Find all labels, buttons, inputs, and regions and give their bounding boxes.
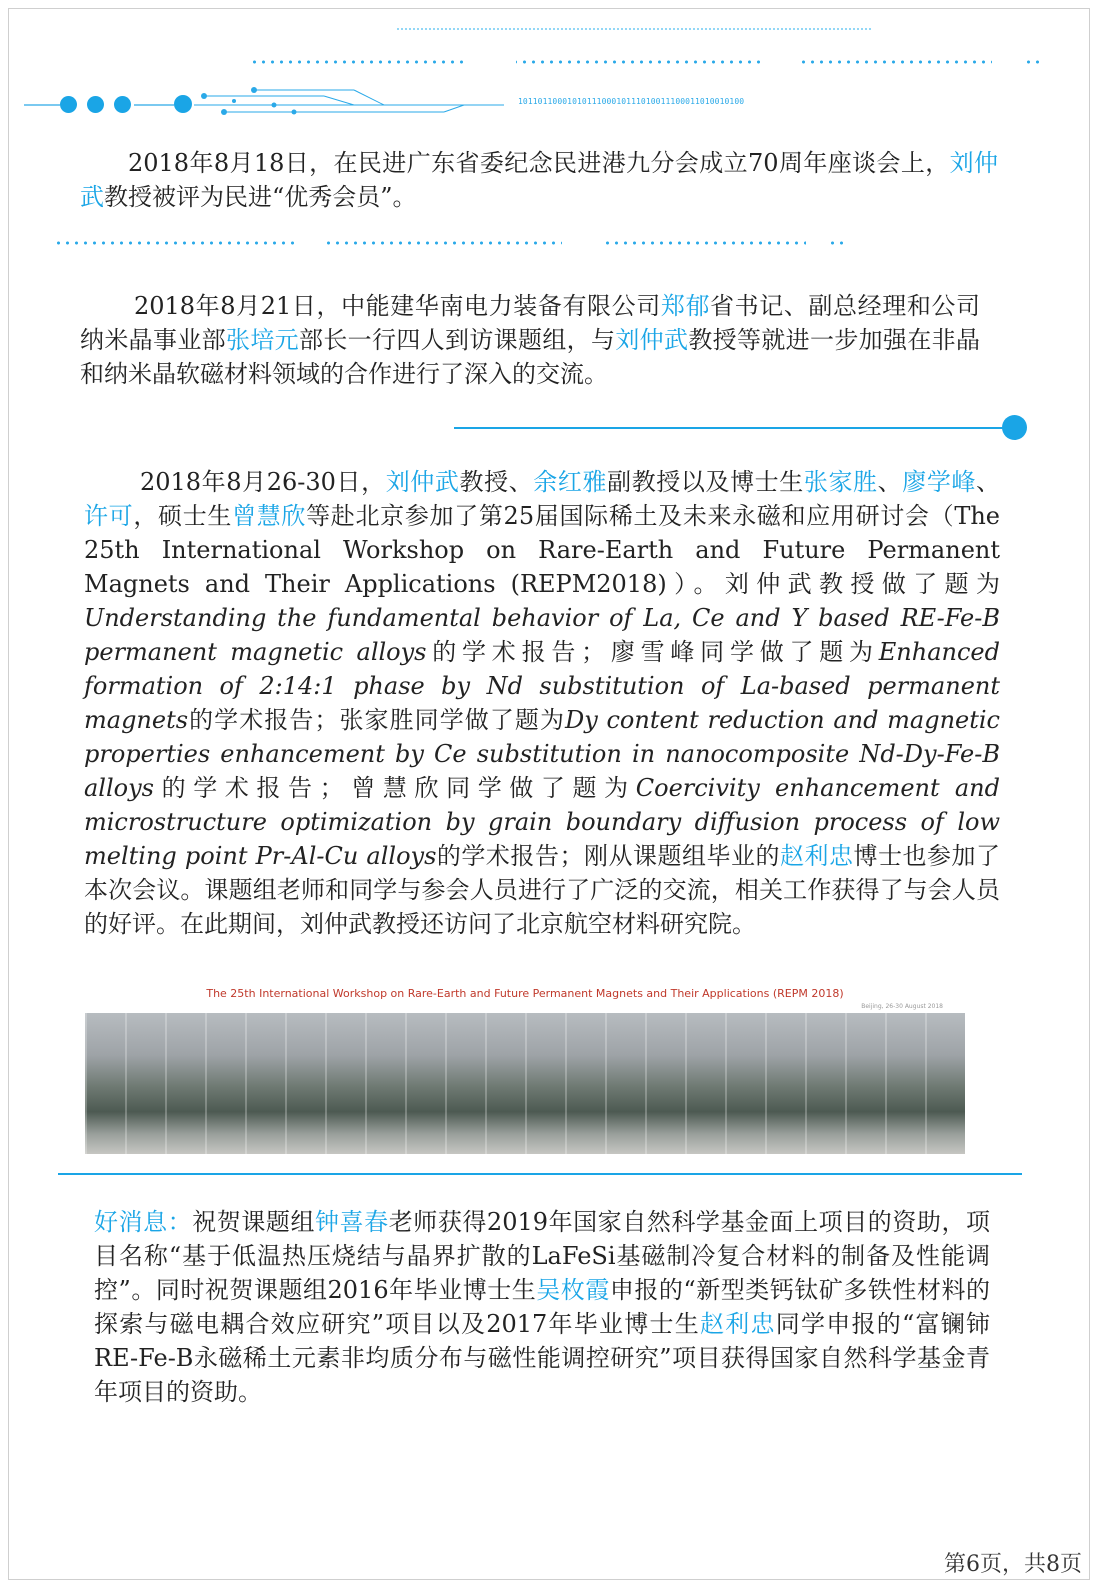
highlight-name: 郑郁	[660, 292, 711, 320]
highlight-name: 钟喜春	[315, 1208, 389, 1236]
highlight-name: 刘仲武	[385, 468, 460, 496]
highlight-name: 吴枚霞	[536, 1276, 610, 1304]
text: 祝贺课题组	[192, 1208, 316, 1236]
header-dot-line-top	[396, 28, 872, 30]
divider-dot-icon	[1002, 415, 1027, 440]
highlight-name: 刘仲武	[80, 149, 998, 211]
text: 的学术报告；曾慧欣同学做了题为	[153, 774, 636, 802]
text: 2018年8月21日，中能建华南电力装备有限公司	[134, 292, 661, 320]
highlight-name: 余红雅	[533, 468, 608, 496]
news-item-1	[80, 146, 998, 214]
good-news-label: 好消息：	[94, 1208, 193, 1236]
header-dot-gap	[468, 59, 516, 65]
header-dot-gap	[762, 59, 798, 65]
text: 、	[976, 468, 1001, 496]
text: 部长一行四人到访课题组，与	[299, 326, 616, 354]
text: ，硕士生	[133, 502, 233, 530]
highlight-name: 张培元	[226, 326, 299, 354]
text: 的学术报告；刚从课题组毕业的	[436, 842, 780, 870]
talk-title: Enhanced formation of 2:14:1 phase by Nd substitution of La-based permanent magnets	[84, 638, 1000, 734]
section-line-divider	[58, 1173, 1022, 1175]
photo-subtitle: Beijing, 26-30 August 2018	[861, 1003, 943, 1010]
group-photo	[85, 984, 965, 1154]
binary-code-decoration: 1011011000101011100010111010011100011010010100	[518, 97, 745, 106]
news-item-3	[84, 465, 1000, 941]
divider-gap	[562, 240, 600, 246]
divider-gap	[806, 240, 830, 246]
photo-image	[85, 1013, 965, 1154]
text: 的学术报告；张家胜同学做了题为	[188, 706, 565, 734]
highlight-name: 赵利忠	[779, 842, 854, 870]
text: 老师获得2019年国家自然科学基金面上项目的资助，项目名称“基于低温热压烧结与晶界扩散的LaFeSi基磁制冷复合材料的制备及性能调控”。同时祝贺课题组2016年毕业博士生	[94, 1208, 991, 1304]
page-number: 第6页，共8页	[944, 1552, 1082, 1577]
text: 教授被评为民进“优秀会员”。	[104, 183, 417, 211]
text: 省书记、副总经理和公司纳米晶事业部	[80, 292, 981, 354]
good-news	[94, 1205, 990, 1409]
section-line-divider	[454, 427, 1014, 429]
talk-title: Coercivity enhancement and microstructure optimization by grain boundary diffusion process of low melting point Pr-Al-Cu alloys	[84, 774, 1000, 870]
highlight-name: 赵利忠	[700, 1310, 776, 1338]
talk-title: Dy content reduction and magnetic properties enhancement by Ce substitution in nanocomposite Nd-Dy-Fe-B alloys	[84, 706, 1000, 802]
text: 、	[877, 468, 903, 496]
text: 申报的“新型类钙钛矿多铁性材料的探索与磁电耦合效应研究”项目以及2017年毕业博士生	[94, 1276, 990, 1338]
header-dot-gap	[992, 59, 1024, 65]
highlight-name: 刘仲武	[615, 326, 689, 354]
header-dot-line	[250, 60, 1040, 64]
circuit-lines-icon	[24, 84, 524, 120]
section-dot-divider	[54, 241, 844, 245]
text: 等赴北京参加了第25届国际稀土及未来永磁和应用研讨会（The 25th International Workshop on Rare-Earth and Future Permanent Magnets and Their Applications (REPM2018)）。刘仲武教授做了题为	[84, 502, 1000, 598]
divider-gap	[298, 240, 324, 246]
text: 的学术报告；廖雪峰同学做了题为	[426, 638, 879, 666]
text: 同学申报的“富镧铈RE-Fe-B永磁稀土元素非均质分布与磁性能调控研究”项目获得国家自然科学基金青年项目的资助。	[94, 1310, 991, 1406]
talk-title: Understanding the fundamental behavior of La, Ce and Y based RE-Fe-B permanent magnetic alloys	[84, 604, 1000, 666]
text: 2018年8月18日，在民进广东省委纪念民进港九分会成立70周年座谈会上，	[128, 149, 950, 177]
photo-title: The 25th International Workshop on Rare-Earth and Future Permanent Magnets and Their Applications (REPM 2018)	[206, 987, 844, 1000]
highlight-name: 张家胜	[803, 468, 878, 496]
text: 副教授以及博士生	[607, 468, 804, 496]
highlight-name: 廖学峰	[902, 468, 977, 496]
text: 教授等就进一步加强在非晶和纳米晶软磁材料领域的合作进行了深入的交流。	[80, 326, 981, 388]
news-item-2	[80, 289, 980, 391]
text: 博士也参加了本次会议。课题组老师和同学与参会人员进行了广泛的交流，相关工作获得了与会人员的好评。在此期间，刘仲武教授还访问了北京航空材料研究院。	[84, 842, 1001, 938]
highlight-name: 曾慧欣	[232, 502, 307, 530]
text: 2018年8月26-30日，	[140, 468, 386, 496]
highlight-name: 许可	[84, 502, 134, 530]
text: 教授、	[459, 468, 534, 496]
